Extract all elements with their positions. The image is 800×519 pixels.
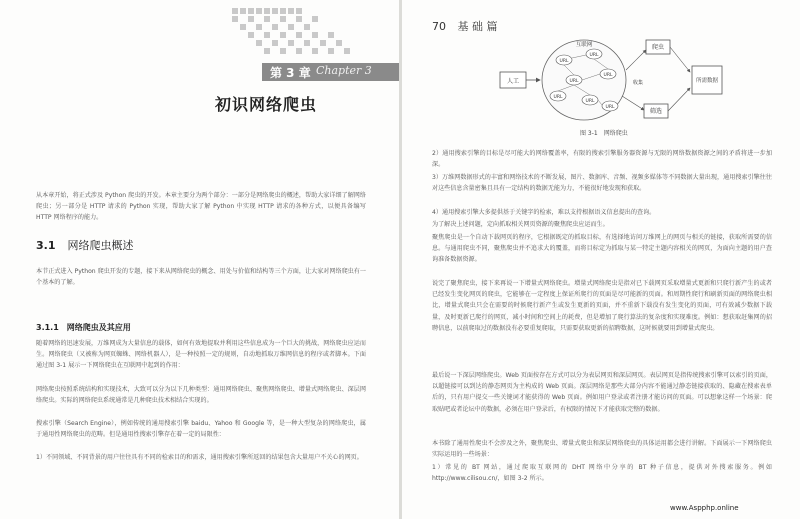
user-label: 人工 — [506, 78, 520, 85]
subsection-heading — [36, 322, 139, 333]
section-title: 网络爬虫概述 — [67, 239, 134, 252]
section-number: 3.1 — [36, 239, 56, 252]
page-header — [432, 18, 498, 34]
paragraph-3: 搜索引擎（Search Engine），例如传统的通用搜索引擎 baidu、Yahoo 和 Google 等，是一种大型复杂的网络爬虫，属于通用性网络爬虫的范畴。但是通用性搜索引擎存在着一定的局限性： — [36, 420, 366, 439]
paragraph-6: 说完了聚焦爬虫，接下来再说一下增量式网络爬虫。增量式网络爬虫是指对已下载网页采取增量式更新和只爬行新产生的或者已经发生变化网页的爬虫，它能够在一定程度上保证所爬行的页面是尽可能新的页面。和周期性爬行和刷新页面的网络爬虫相比，增量式爬虫只会在需要的时候爬行新产生或发生更新的页面，并不重新下载没有发生变化的页面，可有效减少数据下载量，及时更新已爬行的网页，减小时间和空间上的耗费，但是增加了爬行算法的复杂度和实现难度。例如：想获取赶集网的招聘信息，以前爬取过的数据没有必要重复爬取，只需要获取更新的招聘数据，这时候就要用到增量式爬虫。 — [432, 280, 772, 332]
intro-paragraph: 从本章开始，将正式涉及 Python 爬虫的开发。本章主要分为两个部分：一部分是网络爬虫的概述，帮助大家详细了解网络爬虫；另一部分是 HTTP 请求的 Python 实现，帮助大家了解 Python 中实现 HTTP 请求的各种方式，以便具备编写 HTTP 网络程序的能力。 — [36, 192, 366, 222]
paragraph-4: 为了解决上述问题，定向抓取相关网页资源的聚焦爬虫应运而生。 — [432, 221, 609, 228]
chapter-title: 初识网络爬虫 — [215, 95, 318, 114]
paragraph-5: 聚焦爬虫是一个自动下载网页的程序，它根据既定的抓取目标，有选择地访问万维网上的网页与相关的链接，获取所需要的信息。与通用爬虫不同，聚焦爬虫并不追求大的覆盖，而将目标定为抓取与某一特定主题内容相关的网页，为面向主题的用户查询准备数据资源。 — [432, 234, 772, 264]
page-number: 70 — [432, 20, 446, 33]
paragraph-4: 1）不同领域、不同背景的用户往往具有不同的检索目的和需求，通用搜索引擎所返回的结果包含大量用户不关心的网页。 — [36, 454, 363, 461]
url-node: URL — [589, 53, 599, 58]
collect-label: 收集 — [632, 80, 644, 86]
paragraph-9: 1）常见的 BT 网站，通过爬取互联网的 DHT 网络中分享的 BT 种子信息，提供对外搜索服务。例如 http://www.cilisou.cn/，如图 3-2 所示。 — [432, 464, 772, 483]
paragraph-7: 最后说一下深层网络爬虫。Web 页面按存在方式可以分为表层网页和深层网页。表层网页是指传统搜索引擎可以索引的页面，以超链接可以到达的静态网页为主构成的 Web 页面。深层网络是那些大部分内容不能通过静态链接获取的、隐藏在搜索表单后的，只有用户提交一些关键词才能获得的 Web 页面。例如用户登录或者注册才能访问的页面。可以想象这样一个场景：爬取贴吧或者论坛中的数据，必须在用户登录后，有权限的情况下才能获取完整的数据。 — [432, 372, 772, 413]
header-section: 基 础 篇 — [457, 20, 498, 33]
figure-caption: 图 3-1 网络爬虫 — [580, 130, 628, 137]
subsection-title: 网络爬虫及其应用 — [66, 323, 131, 332]
url-node: URL — [559, 59, 569, 64]
crawler-diagram — [498, 36, 728, 124]
filter-label: 筛选 — [649, 108, 663, 115]
chapter-label: 第 3 章 — [270, 66, 311, 80]
paragraph-8: 本书除了通用性爬虫不会涉及之外，聚焦爬虫、增量式爬虫和深层网络爬虫的具体运用都会进行讲解。下面展示一下网络爬虫实际运用的一些场景： — [432, 440, 772, 459]
paragraph-1: 随着网络的迅速发展，万维网成为大量信息的载体，如何有效地提取并利用这些信息成为一个巨大的挑战，网络爬虫应运而生。网络爬虫（又被称为网页蜘蛛、网络机器人），是一种按照一定的规则，自动地抓取万维网信息的程序或者脚本。下面通过图 3-1 展示一下网络爬虫在互联网中起到的作用： — [36, 340, 366, 370]
right-page — [402, 0, 800, 519]
paragraph-2: 3）万维网数据形式的丰富和网络技术的不断发展，图片、数据库、音频、视频多媒体等不同数据大量出现，通用搜索引擎往往对这些信息含量密集且具有一定结构的数据无能为力，不能很好地发现和获取。 — [432, 174, 772, 193]
paragraph-3: 4）通用搜索引擎大多提供基于关键字的检索，难以支持根据语义信息提出的查询。 — [432, 209, 656, 216]
chapter-script-label: Chapter 3 — [316, 64, 372, 77]
url-node: URL — [569, 79, 579, 84]
section-intro-paragraph: 本节正式进入 Python 爬虫开发的专题，接下来从网络爬虫的概念、用处与价值和结构等三个方面，让大家对网络爬虫有一个基本的了解。 — [36, 268, 366, 287]
left-page — [0, 0, 399, 519]
data-label: 所需数据 — [695, 78, 719, 84]
internet-label: 互联网 — [575, 42, 593, 48]
url-node: URL — [605, 105, 615, 110]
crawler-label: 爬虫 — [651, 44, 665, 51]
url-node: URL — [553, 95, 563, 100]
paragraph-2: 网络爬虫按照系统结构和实现技术，大致可以分为以下几种类型：通用网络爬虫、聚焦网络爬虫、增量式网络爬虫、深层网络爬虫。实际的网络爬虫系统通常是几种爬虫技术相结合实现的。 — [36, 386, 366, 405]
url-node: URL — [603, 73, 613, 78]
url-node: URL — [585, 99, 595, 104]
section-heading — [36, 237, 134, 253]
watermark: www.Aspphp.online — [670, 504, 739, 512]
paragraph-1: 2）通用搜索引擎的目标是尽可能大的网络覆盖率，有限的搜索引擎服务器资源与无限的网络数据资源之间的矛盾将进一步加深。 — [432, 150, 772, 169]
subsection-number: 3.1.1 — [36, 323, 59, 332]
